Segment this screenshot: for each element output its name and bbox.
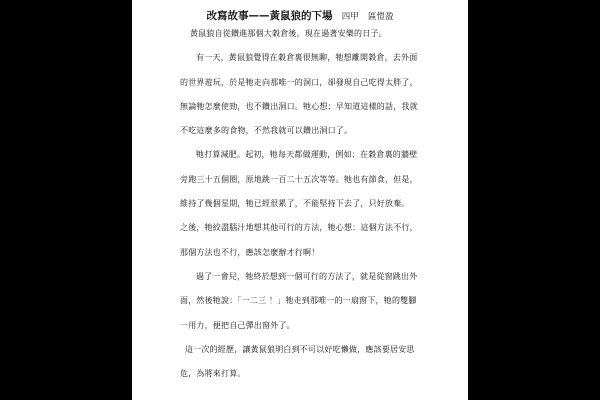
paragraph-line: 危，為將來打算。 — [180, 369, 246, 379]
paragraph-line: 無論牠怎麼使勁，也不鑽出洞口。牠心想：早知道這樣的話，我就 — [180, 101, 418, 111]
paragraph-line: 黃鼠狼自從鑽進那個大穀倉後，現在過著安樂的日子。 — [190, 29, 387, 38]
paragraph-line: 的世界遊玩，於是牠走向那唯一的洞口，卻發現自己吃得太胖了， — [180, 77, 418, 87]
paragraph-line: 牠打算減肥。起初，牠每天都做運動，例如：在穀倉裏的牆壁 — [196, 150, 418, 160]
paragraph-line: 不吃這麼多的食物，不然我就可以鑽出洞口了。 — [180, 126, 353, 136]
paragraph-line: 那個方法也不行，應該怎麼辦才行啊！ — [180, 247, 320, 257]
paragraph-line: 維持了幾個星期，牠已經很累了，不能堅持下去了，只好放棄。 — [180, 199, 410, 209]
class-label: 四甲 — [341, 12, 359, 22]
author-name: 區愷盈 — [367, 12, 394, 22]
paragraph-line: 這一次的經歷，讓黃鼠狼明白到不可以好吃懶做，應該要居安思 — [185, 344, 415, 354]
paragraph-line: 面，然後牠說：「一二三 ！」牠走到那唯一的一扇窗下，牠的雙腳 — [180, 296, 417, 306]
document-page — [132, 0, 468, 400]
paragraph-line: 過了一會兒，牠終於想到一個可行的方法了，就是從窗跳出外 — [196, 271, 418, 281]
paragraph-line: 有一天，黃鼠狼覺得在穀倉裏很無聊，牠想離開穀倉，去外面 — [196, 53, 418, 63]
story-body — [180, 22, 426, 386]
paragraph-line: 旁跑三十五個圈，原地跳一百二十五次等等。牠也有節食，但是， — [180, 174, 418, 184]
paragraph-line: 一用力，便把自己彈出窗外了。 — [180, 320, 295, 330]
paragraph-line: 之後，牠絞盡腦汁地想其他可行的方法，牠心想：這個方法不行， — [180, 223, 418, 233]
document-title: 改寫故事——黃鼠狼的下場 — [206, 10, 333, 22]
